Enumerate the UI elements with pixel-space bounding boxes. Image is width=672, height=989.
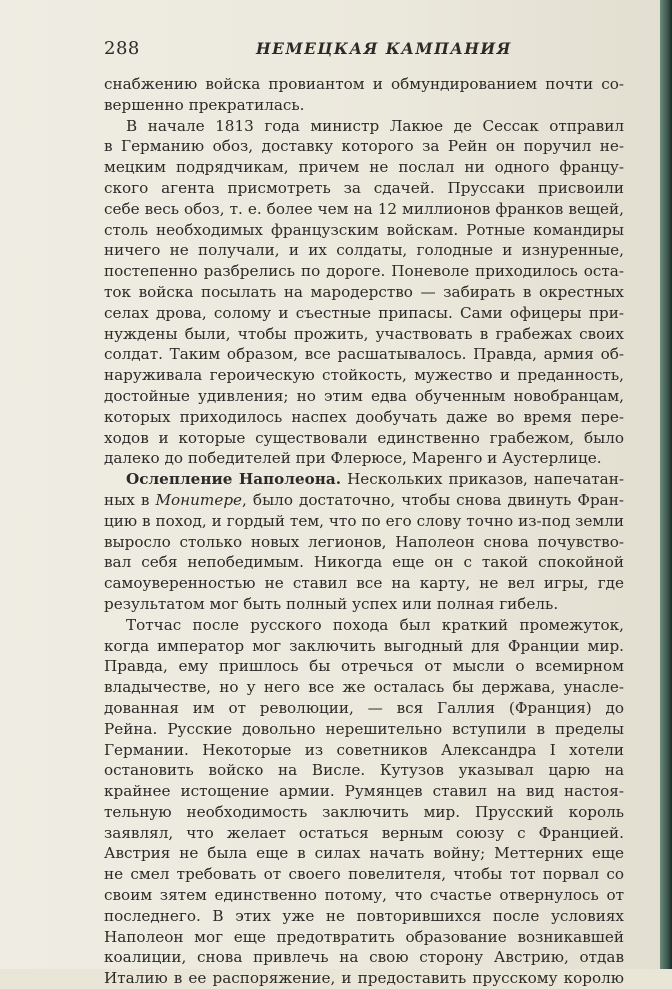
text-line — [104, 95, 624, 116]
page-number: 288 — [104, 38, 140, 59]
text-line — [104, 407, 624, 428]
text-line — [104, 324, 624, 345]
text-fragment: , было достаточно, чтобы снова двинуть Фран- — [242, 490, 624, 509]
text-fragment: Рейна. Русские довольно нерешительно вступили в пределы — [104, 719, 624, 738]
text-fragment: Нескольких приказов, напечатан- — [341, 470, 624, 489]
text-line — [104, 157, 624, 178]
text-line — [104, 532, 624, 553]
text-line — [104, 282, 624, 303]
text-fragment: наруживала героическую стойкость, мужество и преданность, — [104, 366, 624, 385]
text-line — [104, 344, 624, 365]
text-fragment: столь необходимых французским войскам. Ротные командиры — [104, 220, 624, 239]
text-fragment: в Германию обоз, доставку которого за Рейн он поручил не- — [104, 137, 624, 156]
text-line — [104, 885, 624, 906]
text-line — [104, 303, 624, 324]
section-heading: Ослепление Наполеона. — [126, 470, 342, 489]
text-fragment: В начале 1813 года министр Лакюе де Сессак отправил — [126, 116, 624, 135]
text-fragment: мецким подрядчикам, причем не послал ни одного францу- — [104, 158, 624, 177]
book-spine-edge — [660, 0, 672, 969]
text-line — [104, 615, 624, 636]
text-fragment: результатом мог быть полный успех или полная гибель. — [104, 594, 559, 613]
text-fragment: ходов и которые существовали единственно грабежом, было — [104, 428, 624, 447]
text-line — [104, 240, 624, 261]
text-line — [104, 490, 624, 511]
text-line — [104, 906, 624, 927]
text-line — [104, 74, 624, 95]
text-line — [104, 843, 624, 864]
text-fragment: ничего не получали, и их солдаты, голодные и изнуренные, — [104, 241, 624, 260]
text-line — [104, 116, 624, 137]
text-fragment: дованная им от революции, — вся Галлия (Франция) до — [104, 698, 624, 717]
text-line — [104, 428, 624, 449]
text-fragment: самоуверенностью не ставил все на карту, не вел игры, где — [104, 574, 624, 593]
text-fragment: ных в — [104, 490, 156, 509]
text-fragment: которых приходилось наспех дообучать даже во время пере- — [104, 407, 624, 426]
text-fragment: снабжению войска провиантом и обмундированием почти со- — [104, 75, 624, 93]
text-line — [104, 365, 624, 386]
text-fragment: заявлял, что желает остаться верным союзу с Францией. — [104, 823, 624, 842]
text-fragment: солдат. Таким образом, все расшатывалось. Правда, армия об- — [104, 345, 624, 364]
text-line — [104, 636, 624, 657]
text-fragment: себе весь обоз, т. е. более чем на 12 миллионов франков вещей, — [104, 199, 624, 218]
text-line — [104, 469, 624, 490]
text-line — [104, 927, 624, 948]
text-line — [104, 698, 624, 719]
text-fragment: выросло столько новых легионов, Наполеон снова почувство- — [104, 532, 624, 551]
text-fragment: коалиции, снова привлечь на свою сторону Австрию, отдав — [104, 948, 624, 967]
text-line — [104, 864, 624, 885]
text-line — [104, 552, 624, 573]
body-text — [104, 74, 624, 989]
text-line — [104, 178, 624, 199]
text-line — [104, 220, 624, 241]
text-fragment: Тотчас после русского похода был краткий промежуток, — [126, 615, 624, 634]
text-fragment: далеко до победителей при Флерюсе, Маренго и Аустерлице. — [104, 449, 602, 468]
text-fragment: Италию в ее распоряжение, и предоставить прусскому королю — [104, 969, 624, 988]
text-line — [104, 199, 624, 220]
text-line — [104, 781, 624, 802]
text-line — [104, 719, 624, 740]
running-title: НЕМЕЦКАЯ КАМПАНИЯ — [256, 39, 512, 58]
text-line — [104, 511, 624, 532]
text-fragment: ток войска посылать на мародерство — забирать в окрестных — [104, 282, 624, 301]
italic-title: Монитере — [155, 490, 243, 509]
text-fragment: тельную необходимость заключить мир. Прусский король — [104, 802, 624, 821]
text-fragment: вал себя непобедимым. Никогда еще он с такой спокойной — [104, 553, 624, 572]
text-fragment: последнего. В этих уже не повторившихся после условиях — [104, 906, 624, 925]
text-fragment: ского агента присмотреть за сдачей. Пруссаки присвоили — [104, 178, 624, 197]
text-fragment: когда император мог заключить выгодный для Франции мир. — [104, 636, 624, 655]
text-line — [104, 947, 624, 968]
text-fragment: вершенно прекратилась. — [104, 95, 305, 114]
text-fragment: нуждены были, чтобы прожить, участвовать в грабежах своих — [104, 324, 624, 343]
text-fragment: своим зятем единственно потому, что счастье отвернулось от — [104, 886, 624, 905]
text-line — [104, 656, 624, 677]
text-fragment: селах дрова, солому и съестные припасы. Сами офицеры при- — [104, 303, 624, 322]
text-line — [104, 448, 624, 469]
text-line — [104, 823, 624, 844]
text-fragment: не смел требовать от своего повелителя, чтобы тот порвал со — [104, 865, 624, 884]
text-line — [104, 136, 624, 157]
text-line — [104, 740, 624, 761]
text-fragment: остановить войско на Висле. Кутузов указывал царю на — [104, 761, 624, 780]
text-fragment: Наполеон мог еще предотвратить образование возникавшей — [104, 927, 624, 946]
text-line — [104, 573, 624, 594]
text-fragment: достойные удивления; но этим едва обученным новобранцам, — [104, 386, 624, 405]
page-header — [104, 38, 624, 62]
text-line — [104, 261, 624, 282]
text-line — [104, 677, 624, 698]
text-fragment: крайнее истощение армии. Румянцев ставил на вид настоя- — [104, 782, 624, 801]
text-fragment: Германии. Некоторые из советников Александра I хотели — [104, 740, 624, 759]
text-fragment: Правда, ему пришлось бы отречься от мысли о всемирном — [104, 657, 624, 676]
text-fragment: постепенно разбрелись по дороге. Поневоле приходилось оста- — [104, 262, 624, 281]
text-fragment: владычестве, но у него все же осталась бы держава, унасле- — [104, 678, 624, 697]
text-line — [104, 594, 624, 615]
text-fragment: Австрия не была еще в силах начать войну; Меттерних еще — [104, 844, 624, 863]
text-line — [104, 386, 624, 407]
text-line — [104, 968, 624, 989]
text-line — [104, 802, 624, 823]
text-fragment: цию в поход, и гордый тем, что по его слову точно из-под земли — [104, 511, 624, 530]
text-line — [104, 760, 624, 781]
